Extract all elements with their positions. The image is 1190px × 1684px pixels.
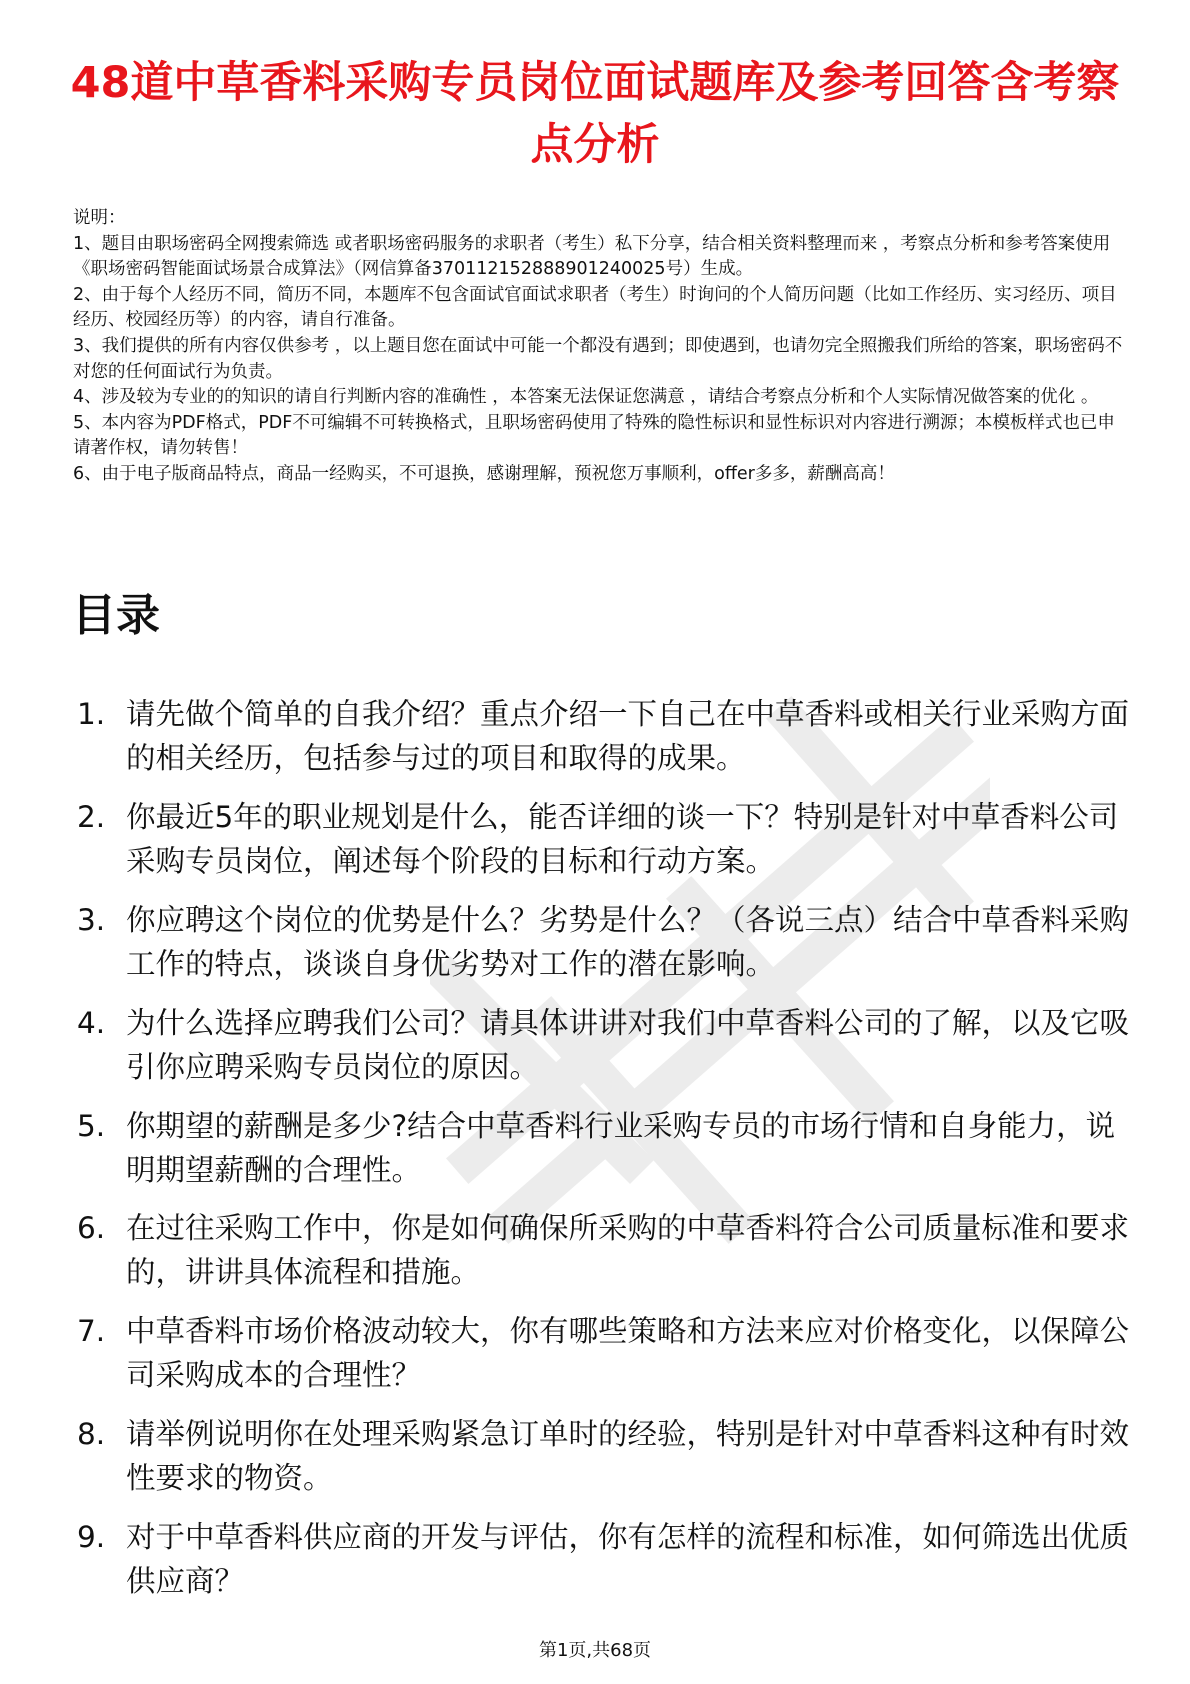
toc-item-number: 9. [77, 1520, 106, 1555]
toc-item[interactable] [72, 1309, 1132, 1397]
toc-heading: 目录 [72, 590, 160, 641]
toc-item-text: 请举例说明你在处理采购紧急订单时的经验，特别是针对中草香料这种有时效性要求的物资。 [126, 1417, 1130, 1496]
toc-item[interactable] [72, 692, 1132, 780]
notes-heading: 说明： [73, 208, 126, 228]
page-footer: 第1页,共68页 [538, 1640, 652, 1661]
toc-item-text: 为什么选择应聘我们公司？请具体讲讲对我们中草香料公司的了解，以及它吸引你应聘采购专员岗位的原因。 [126, 1005, 1130, 1084]
toc-list [72, 692, 1132, 1618]
toc-item-number: 2. [77, 799, 106, 834]
toc-item-text: 你应聘这个岗位的优势是什么？劣势是什么？（各说三点）结合中草香料采购工作的特点，谈谈自身优劣势对工作的潜在影响。 [126, 902, 1130, 981]
toc-item-number: 5. [77, 1108, 106, 1143]
toc-item[interactable] [72, 1001, 1132, 1089]
note-item: 4、涉及较为专业的的知识的请自行判断内容的准确性 ，本答案无法保证您满意 ，请结合考察点分析和个人实际情况做答案的优化 。 [73, 387, 1099, 408]
note-item: 1、题目由职场密码全网搜索筛选 或者职场密码服务的求职者（考生）私下分享，结合相关资料整理而来 ，考察点分析和参考答案使用《职场密码智能面试场景合成算法》（网信算备370112152888901240025号）生成。 [73, 233, 1111, 280]
toc-item[interactable] [72, 1412, 1132, 1500]
note-item: 6、由于电子版商品特点，商品一经购买，不可退换，感谢理解，预祝您万事顺利，offer多多，薪酬高高！ [73, 463, 895, 484]
toc-item-number: 8. [77, 1417, 106, 1452]
toc-item[interactable] [72, 1515, 1132, 1603]
toc-item-text: 对于中草香料供应商的开发与评估，你有怎样的流程和标准，如何筛选出优质供应商？ [126, 1520, 1130, 1599]
toc-item-number: 6. [77, 1211, 106, 1246]
toc-item[interactable] [72, 1104, 1132, 1192]
note-item: 3、我们提供的所有内容仅供参考 ，以上题目您在面试中可能一个都没有遇到；即使遇到，也请勿完全照搬我们所给的答案，职场密码不对您的任何面试行为负责。 [73, 335, 1123, 382]
toc-item-text: 你最近5年的职业规划是什么，能否详细的谈一下？特别是针对中草香料公司采购专员岗位，阐述每个阶段的目标和行动方案。 [126, 799, 1119, 878]
toc-item-text: 中草香料市场价格波动较大，你有哪些策略和方法来应对价格变化，以保障公司采购成本的合理性？ [126, 1314, 1130, 1393]
toc-item-number: 3. [77, 902, 106, 937]
page-title: 48道中草香料采购专员岗位面试题库及参考回答含考察点分析 [70, 58, 1120, 170]
toc-item-number: 4. [77, 1005, 106, 1040]
toc-item-number: 7. [77, 1314, 106, 1349]
note-item: 2、由于每个人经历不同，简历不同，本题库不包含面试官面试求职者（考生）时询问的个人简历问题（比如工作经历、实习经历、项目经历、校园经历等）的内容，请自行准备。 [73, 284, 1117, 331]
toc-item[interactable] [72, 898, 1132, 986]
toc-item-text: 你期望的薪酬是多少?结合中草香料行业采购专员的市场行情和自身能力，说明期望薪酬的合理性。 [126, 1108, 1116, 1187]
toc-item[interactable] [72, 1206, 1132, 1294]
notes-section [73, 206, 1123, 488]
toc-item-number: 1. [77, 697, 106, 731]
toc-item[interactable] [72, 795, 1132, 883]
toc-item-text: 请先做个简单的自我介绍？重点介绍一下自己在中草香料或相关行业采购方面的相关经历，包括参与过的项目和取得的成果。 [126, 697, 1130, 775]
note-item: 5、本内容为PDF格式，PDF不可编辑不可转换格式，且职场密码使用了特殊的隐性标识和显性标识对内容进行溯源；本模板样式也已申请著作权，请勿转售！ [73, 412, 1115, 459]
toc-item-text: 在过往采购工作中，你是如何确保所采购的中草香料符合公司质量标准和要求的，讲讲具体流程和措施。 [126, 1211, 1130, 1290]
